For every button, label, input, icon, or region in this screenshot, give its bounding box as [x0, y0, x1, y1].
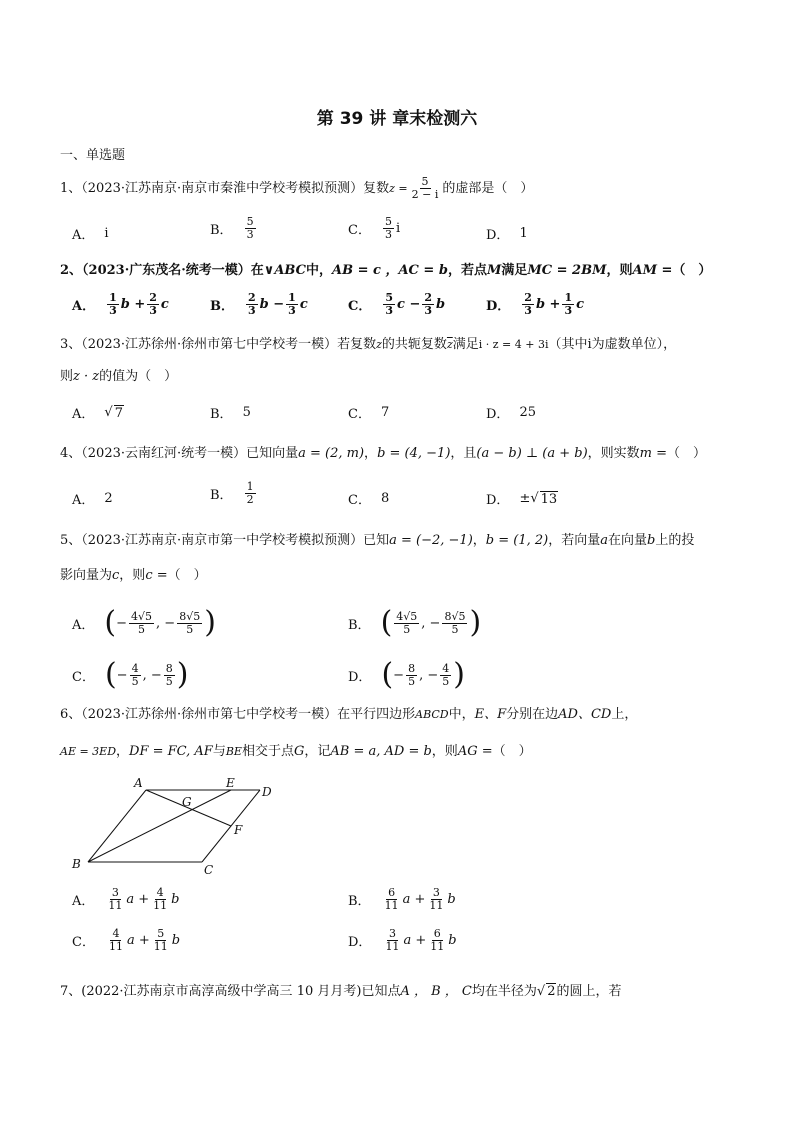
question-4: 4、（2023·云南红河·统考一模）已知向量a = (2, m)，b = (4, −1)，且(a − b) ⊥ (a + b)，则实数m =（ ）	[60, 446, 707, 461]
label-d: D	[262, 785, 272, 799]
question-5-line-2: 影向量为c，则c =（ ）	[60, 568, 207, 583]
q5-option-d[interactable]: D． ( − $\frac{8}{5}$ , − $\frac{4}{5}$ )	[348, 657, 465, 692]
label-c: C	[204, 863, 214, 877]
label-f: F	[234, 823, 243, 837]
question-3-line-2: 则z · z的值为（ ）	[60, 369, 178, 384]
page-title: 第 39 讲 章末检测六	[316, 109, 478, 129]
label-b: B	[72, 857, 81, 871]
q1-option-d[interactable]: D． 1	[486, 226, 528, 243]
q6-option-d[interactable]: D． $\frac{3}{11}$ a + $\frac{6}{11}$ b	[348, 927, 457, 953]
q3-option-c[interactable]: C． 7	[348, 405, 390, 422]
section-heading: 一、单选题	[60, 148, 126, 163]
q5-option-b[interactable]: B． ( $\frac{4√5}{5}$ , − $\frac{8√5}{5}$ )	[348, 605, 482, 640]
q3-option-b[interactable]: B． 5	[210, 405, 251, 422]
question-2: 2、（2023·广东茂名·统考一模）在∨ABC中，AB = c ，AC = b，若点M满足MC = 2BM，则AM =（ ）	[60, 263, 712, 278]
q6-option-c[interactable]: C． $\frac{4}{11}$ a + $\frac{5}{11}$ b	[72, 927, 181, 953]
q1-option-b[interactable]: B． $\frac{5}{3}$	[210, 215, 254, 241]
label-e: E	[226, 776, 235, 790]
question-7: 7、(2022·江苏南京市高淳高级中学高三 10 月月考)已知点A ， B ， C均在半径为√ 2的圆上，若	[60, 984, 622, 999]
label-g: G	[182, 795, 192, 809]
q6-option-b[interactable]: B． $\frac{6}{11}$ a + $\frac{3}{11}$ b	[348, 886, 456, 912]
question-5-line-1: 5、（2023·江苏南京·南京市第一中学校考模拟预测）已知a = (−2, −1)，b = (1, 2)，若向量a在向量b上的投	[60, 533, 695, 548]
parallelogram-figure	[66, 774, 296, 880]
q4-option-a[interactable]: A． 2	[72, 491, 113, 508]
label-a: A	[134, 776, 143, 790]
q1-option-c[interactable]: C． $\frac{5}{3}$ i	[348, 215, 401, 241]
q2-option-b[interactable]: B． $\frac{2}{3}$ b − $\frac{1}{3}$ c	[210, 291, 308, 317]
q4-option-d[interactable]: D． ± √ 13	[486, 491, 558, 508]
q6-option-a[interactable]: A． $\frac{3}{11}$ a + $\frac{4}{11}$ b	[72, 886, 180, 912]
q3-option-a[interactable]: A． √ 7	[72, 405, 123, 422]
q2-option-d[interactable]: D． $\frac{2}{3}$ b + $\frac{1}{3}$ c	[486, 291, 585, 317]
segment-be	[88, 790, 231, 862]
edge-ba	[88, 790, 146, 862]
question-3-line-1: 3、（2023·江苏徐州·徐州市第七中学校考一模）若复数z的共轭复数$\overline{z}$满足i · z = 4 + 3i（其中i为虚数单位），	[60, 337, 677, 352]
q2-option-a[interactable]: A． $\frac{1}{3}$ b + $\frac{2}{3}$ c	[72, 291, 169, 317]
question-6-line-1: 6、（2023·江苏徐州·徐州市第七中学校考一模）在平行四边形ABCD中，E、F分别在边AD、CD上，	[60, 707, 638, 722]
q1-option-a[interactable]: A． i	[72, 226, 109, 243]
q5-option-c[interactable]: C． ( − $\frac{4}{5}$ , − $\frac{8}{5}$ )	[72, 657, 189, 692]
q2-option-c[interactable]: C． $\frac{5}{3}$ c − $\frac{2}{3}$ b	[348, 291, 446, 317]
q5-option-a[interactable]: A． ( − $\frac{4√5}{5}$ , − $\frac{8√5}{5}$ )	[72, 605, 216, 640]
q4-option-b[interactable]: B． $\frac{1}{2}$	[210, 480, 254, 506]
q4-option-c[interactable]: C． 8	[348, 491, 390, 508]
q3-option-d[interactable]: D． 25	[486, 405, 536, 422]
question-6-line-2: AE = 3ED，DF = FC, AF与BE相交于点G，记AB = a, AD = b，则AG =（ ）	[60, 744, 532, 759]
question-1: 1、（2023·江苏南京·南京市秦淮中学校考模拟预测）复数z = $\frac{5}{2 - i}$ 的虚部是（ ）	[60, 175, 534, 201]
